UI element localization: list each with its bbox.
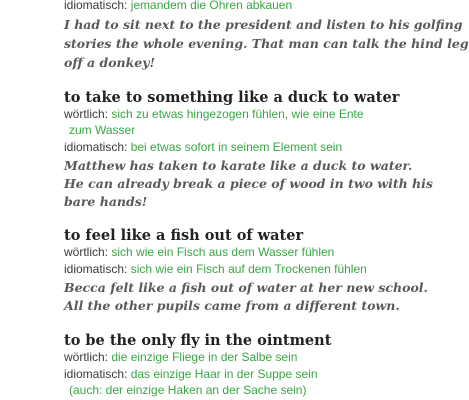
idiom-term: to take to something like a duck to water	[64, 89, 400, 106]
example-sentence: bare hands!	[64, 194, 148, 209]
entry-2-literal-line	[64, 107, 364, 122]
idiomatic-label: idiomatisch:	[64, 140, 128, 154]
idiomatic-translation: sich wie ein Fisch auf dem Trockenen fühlen	[130, 262, 367, 276]
literal-translation: sich wie ein Fisch aus dem Wasser fühlen	[111, 245, 335, 259]
idiomatic-label: idiomatisch:	[64, 0, 128, 12]
literal-translation: sich zu etwas hingezogen fühlen, wie eine Ente	[111, 107, 364, 121]
idiom-term: to be the only fly in the ointment	[64, 332, 332, 349]
example-sentence: Matthew has taken to karate like a duck to water.	[64, 158, 413, 173]
example-sentence: All the other pupils came from a different town.	[64, 298, 400, 313]
entry-3-literal-line	[64, 245, 334, 260]
example-sentence: I had to sit next to the president and listen to his golfing	[64, 17, 463, 32]
entry-1-idiomatic-line	[64, 0, 292, 13]
entry-3-idiomatic-line	[64, 262, 367, 277]
idiomatic-translation: bei etwas sofort in seinem Element sein	[130, 140, 343, 154]
idiom-term: to feel like a fish out of water	[64, 227, 304, 244]
entry-4-idiomatic-line	[64, 367, 318, 382]
literal-translation: die einzige Fliege in der Salbe sein	[111, 350, 298, 364]
example-sentence: Becca felt like a fish out of water at her new school.	[64, 280, 428, 295]
idiomatic-translation-note: (auch: der einzige Haken an der Sache sein)	[69, 383, 307, 397]
idiomatic-translation: das einzige Haar in der Suppe sein	[130, 367, 318, 381]
example-sentence: stories the whole evening. That man can talk the hind leg	[64, 36, 469, 51]
entry-4-literal-line	[64, 350, 297, 365]
literal-translation-continued: zum Wasser	[69, 123, 136, 137]
literal-label: wörtlich:	[64, 350, 109, 364]
literal-label: wörtlich:	[64, 245, 109, 259]
literal-label: wörtlich:	[64, 107, 109, 121]
idiomatic-translation: jemandem die Ohren abkauen	[130, 0, 293, 12]
example-sentence: off a donkey!	[64, 55, 156, 70]
idiomatic-label: idiomatisch:	[64, 367, 128, 381]
example-sentence: He can already break a piece of wood in two with his	[64, 176, 433, 191]
idiomatic-label: idiomatisch:	[64, 262, 128, 276]
entry-2-idiomatic-line	[64, 140, 342, 155]
